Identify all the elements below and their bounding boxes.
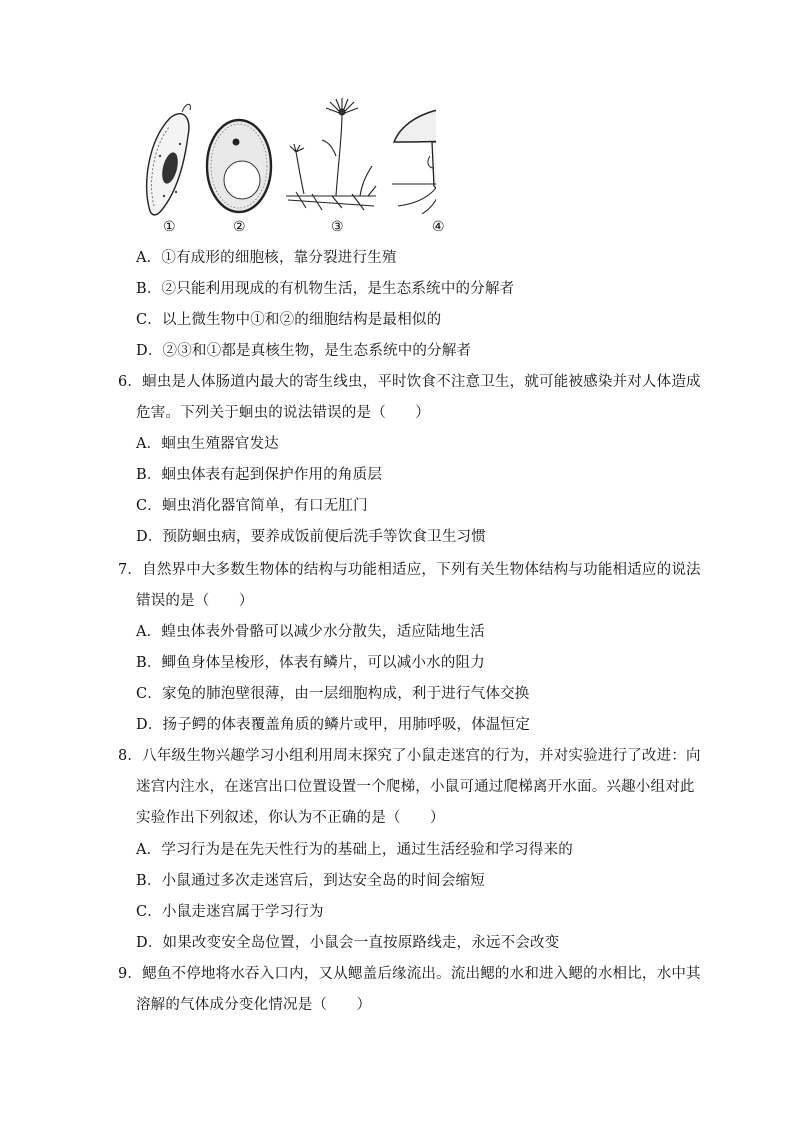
q8-option-c: C．小鼠走迷宫属于学习行为: [136, 904, 324, 920]
q5-option-c: C．以上微生物中①和②的细胞结构是最相似的: [136, 312, 442, 328]
q8-stem-line1: 8．八年级生物兴趣学习小组利用周末探究了小鼠走迷宫的行为，并对实验进行了改进：向: [118, 748, 701, 764]
q6-stem-line2: 危害。下列关于蛔虫的说法错误的是（ ）: [136, 405, 430, 421]
figure-label-4: ④: [432, 219, 445, 235]
bacterium-illustration: [147, 104, 191, 215]
q6-option-b: B．蛔虫体表有起到保护作用的角质层: [136, 467, 383, 483]
q8-stem-line2: 迷宫内注水，在迷宫出口位置设置一个爬梯，小鼠可通过爬梯离开水面。兴趣小组对此: [136, 779, 695, 795]
q7-option-c: C．家兔的肺泡壁很薄，由一层细胞构成，利于进行气体交换: [136, 686, 530, 702]
q5-option-b: B．②只能利用现成的有机物生活，是生态系统中的分解者: [136, 281, 515, 297]
q7-option-d: D．扬子鳄的体表覆盖角质的鳞片或甲，用肺呼吸，体温恒定: [136, 717, 531, 733]
q6-option-a: A．蛔虫生殖器官发达: [136, 436, 279, 452]
microorganisms-figure: [136, 96, 436, 236]
q7-stem-line2: 错误的是（ ）: [136, 593, 254, 609]
q8-option-a: A．学习行为是在先天性行为的基础上，通过生活经验和学习得来的: [136, 842, 573, 858]
q7-option-a: A．蝗虫体表外骨骼可以减少水分散失，适应陆地生活: [136, 624, 485, 640]
q8-stem-line3: 实验作出下列叙述，你认为不正确的是（ ）: [136, 810, 445, 826]
figure-label-3: ③: [331, 219, 344, 235]
yeast-illustration: [207, 120, 271, 212]
q9-stem-line2: 溶解的气体成分变化情况是（ ）: [136, 997, 372, 1013]
mold-illustration: [286, 98, 376, 210]
q7-stem-line1: 7．自然界中大多数生物体的结构与功能相适应，下列有关生物体结构与功能相适应的说法: [118, 562, 701, 578]
q6-option-d: D．预防蛔虫病，要养成饭前便后洗手等饮食卫生习惯: [136, 529, 486, 545]
mushroom-illustration: [392, 107, 436, 214]
q5-option-a: A．①有成形的细胞核，靠分裂进行生殖: [136, 250, 397, 266]
q8-option-b: B．小鼠通过多次走迷宫后，到达安全岛的时间会缩短: [136, 873, 485, 889]
figure-label-2: ②: [233, 219, 246, 235]
q7-option-b: B．鲫鱼身体呈梭形，体表有鳞片，可以减小水的阻力: [136, 655, 485, 671]
q8-option-d: D．如果改变安全岛位置，小鼠会一直按原路线走，永远不会改变: [136, 935, 560, 951]
q9-stem-line1: 9．鳃鱼不停地将水吞入口内，又从鳃盖后缘流出。流出鳃的水和进入鳃的水相比，水中其: [118, 966, 701, 982]
q6-stem-line1: 6．蛔虫是人体肠道内最大的寄生线虫，平时饮食不注意卫生，就可能被感染并对人体造成: [118, 374, 701, 390]
q5-option-d: D．②③和①都是真核生物，是生态系统中的分解者: [136, 343, 472, 359]
figure-label-1: ①: [163, 219, 176, 235]
q6-option-c: C．蛔虫消化器官简单，有口无肛门: [136, 498, 368, 514]
